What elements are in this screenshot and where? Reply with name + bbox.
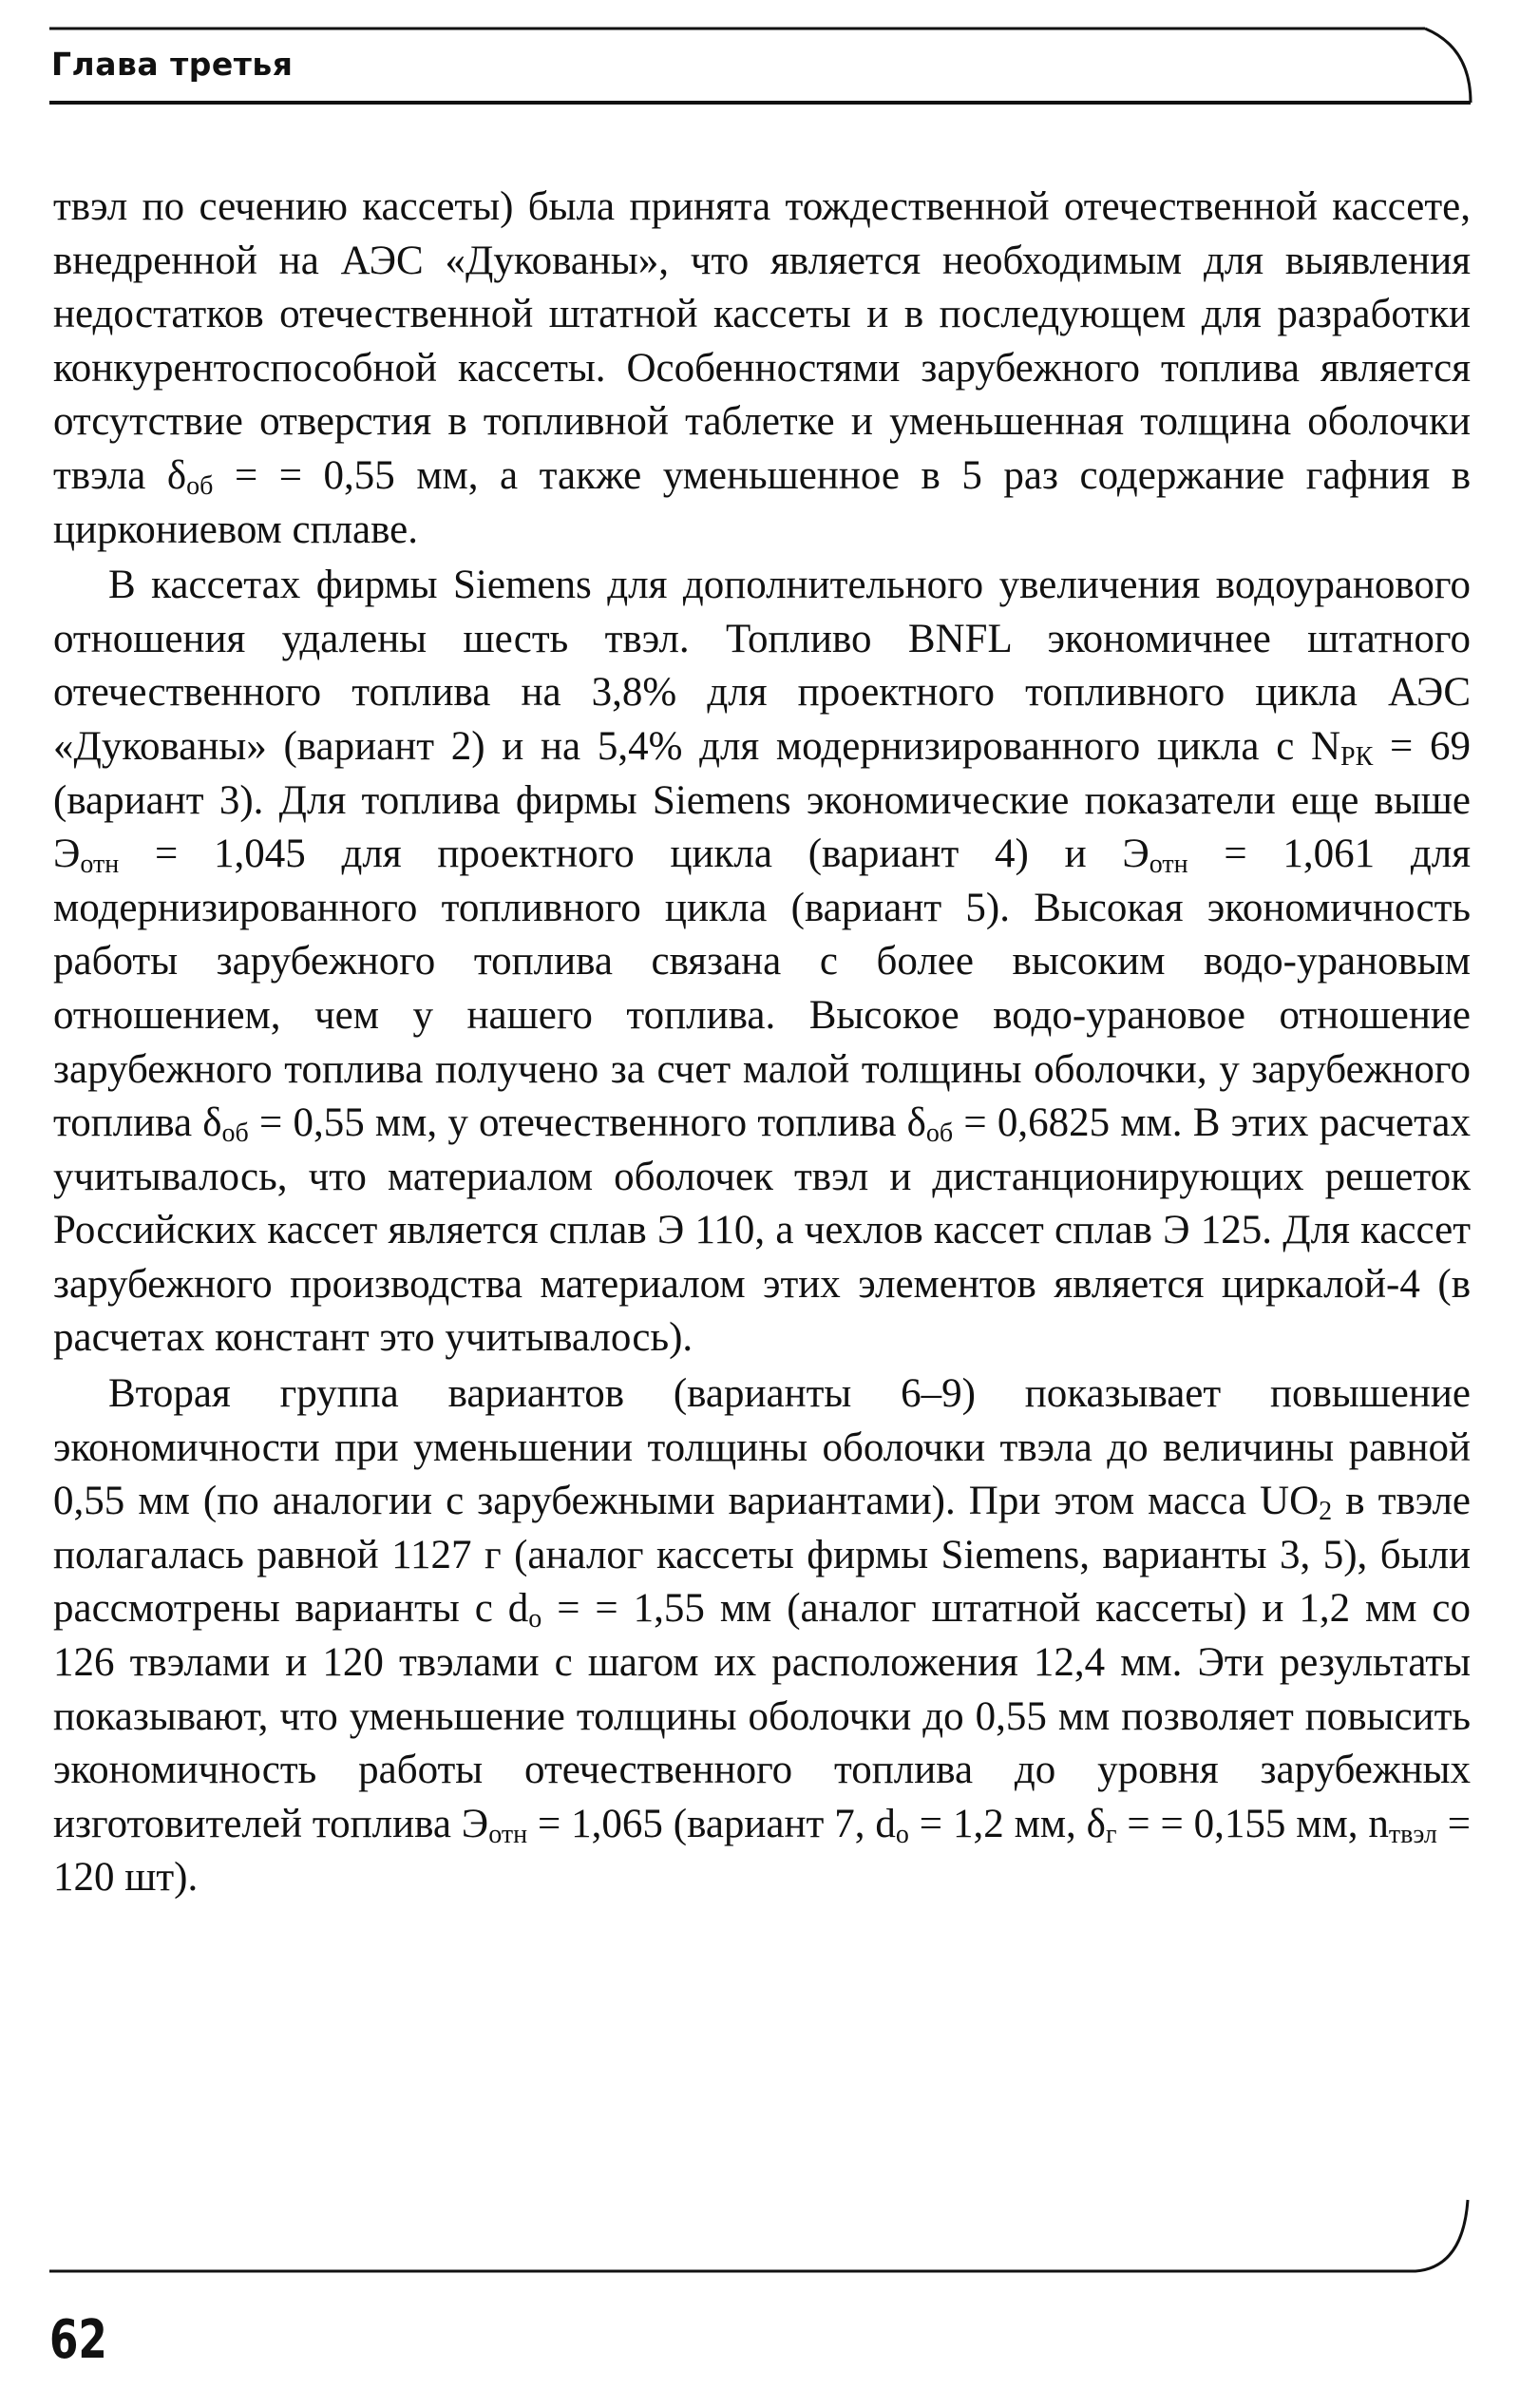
- text-run: = 1,061 для модернизированного топливного цикла (вариант 5). Высокая экономичность работы зарубежного топлива связана с более высоким водо-урановым отношением, чем у нашего топлива. Высокое водо-урановое отношение зарубежного топлива получено за счет малой толщины оболочки, у зарубежного топлива δ: [53, 831, 1471, 1146]
- subscript: об: [925, 1118, 954, 1149]
- subscript: 2: [1319, 1497, 1333, 1527]
- page-number: 62: [49, 2309, 107, 2371]
- subscript: отн: [1149, 850, 1188, 880]
- subscript: твэл: [1388, 1819, 1437, 1849]
- subscript: г: [1105, 1819, 1117, 1849]
- text-run: = 1,2 мм, δ: [908, 1801, 1106, 1846]
- text-run: в твэле полагалась равной 1127 г (аналог кассеты фирмы Siemens, варианты 3, 5), были рассмотрены варианты с d: [53, 1479, 1471, 1632]
- text-run: = 0,6825 мм. В этих расчетах учитывалось, что материалом оболочек твэл и дистанционирующих решеток Российских кассет является сплав Э 110, а чехлов кассет сплав Э 125. Для кассет зарубежного производства материалом этих элементов является циркалой-4 (в расчетах констант это учитывалось).: [53, 1100, 1471, 1361]
- text-run: = 120 шт).: [53, 1801, 1471, 1901]
- subscript: отн: [80, 850, 120, 880]
- subscript: РК: [1340, 741, 1374, 772]
- text-run: = 1,045 для проектного цикла (вариант 4) и Э: [119, 831, 1150, 877]
- text-run: Вторая группа вариантов (варианты 6–9) показывает повышение экономичности при уменьшении толщины оболочки твэла до величины равной 0,55 мм (по аналогии с зарубежными вариантами). При этом масса UO: [53, 1371, 1471, 1524]
- text-run: = = 1,55 мм (аналог штатной кассеты) и 1,2 мм со 126 твэлами и 120 твэлами с шагом их расположения 12,4 мм. Эти результаты показывают, что уменьшение толщины оболочки до 0,55 мм позволяет повысить экономичность работы отечественного топлива до уровня зарубежных изготовителей топлива Э: [53, 1586, 1471, 1846]
- subscript: о: [895, 1819, 909, 1849]
- subscript: об: [186, 470, 214, 501]
- text-run: В кассетах фирмы Siemens для дополнительного увеличения водоуранового отношения удалены шесть твэл. Топливо BNFL экономичнее штатного отечественного топлива на 3,8% для проектного топливного цикла АЭС «Дукованы» (вариант 2) и на 5,4% для модернизированного цикла с N: [53, 563, 1471, 769]
- body-text: [53, 181, 1471, 1905]
- paragraph-1: [53, 181, 1471, 557]
- header-rule: [0, 0, 1520, 133]
- text-run: = 69 (вариант 3). Для топлива фирмы Siemens экономические показатели еще выше Э: [53, 723, 1471, 877]
- text-run: = = 0,55 мм, а также уменьшенное в 5 раз содержание гафния в циркониевом сплаве.: [53, 452, 1472, 552]
- text-run: = 1,065 (вариант 7, d: [527, 1801, 896, 1846]
- paragraph-3: [53, 1367, 1471, 1905]
- subscript: о: [528, 1604, 542, 1634]
- text-run: твэл по сечению кассеты) была принята тождественной отечественной кассете, внедренной на АЭС «Дукованы», что является необходимым для выявления недостатков отечественной штатной кассеты и в последующем для разработки конкурентоспособной кассеты. Особенностями зарубежного топлива является отсутствие отверстия в топливной таблетке и уменьшенная толщина оболочки твэла δ: [53, 184, 1471, 498]
- subscript: об: [221, 1118, 249, 1149]
- paragraph-2: [53, 559, 1471, 1366]
- subscript: отн: [488, 1819, 528, 1849]
- text-run: = 0,55 мм, у отечественного топлива δ: [248, 1100, 926, 1146]
- chapter-header: Глава третья: [51, 46, 294, 83]
- text-run: = = 0,155 мм, n: [1116, 1801, 1389, 1846]
